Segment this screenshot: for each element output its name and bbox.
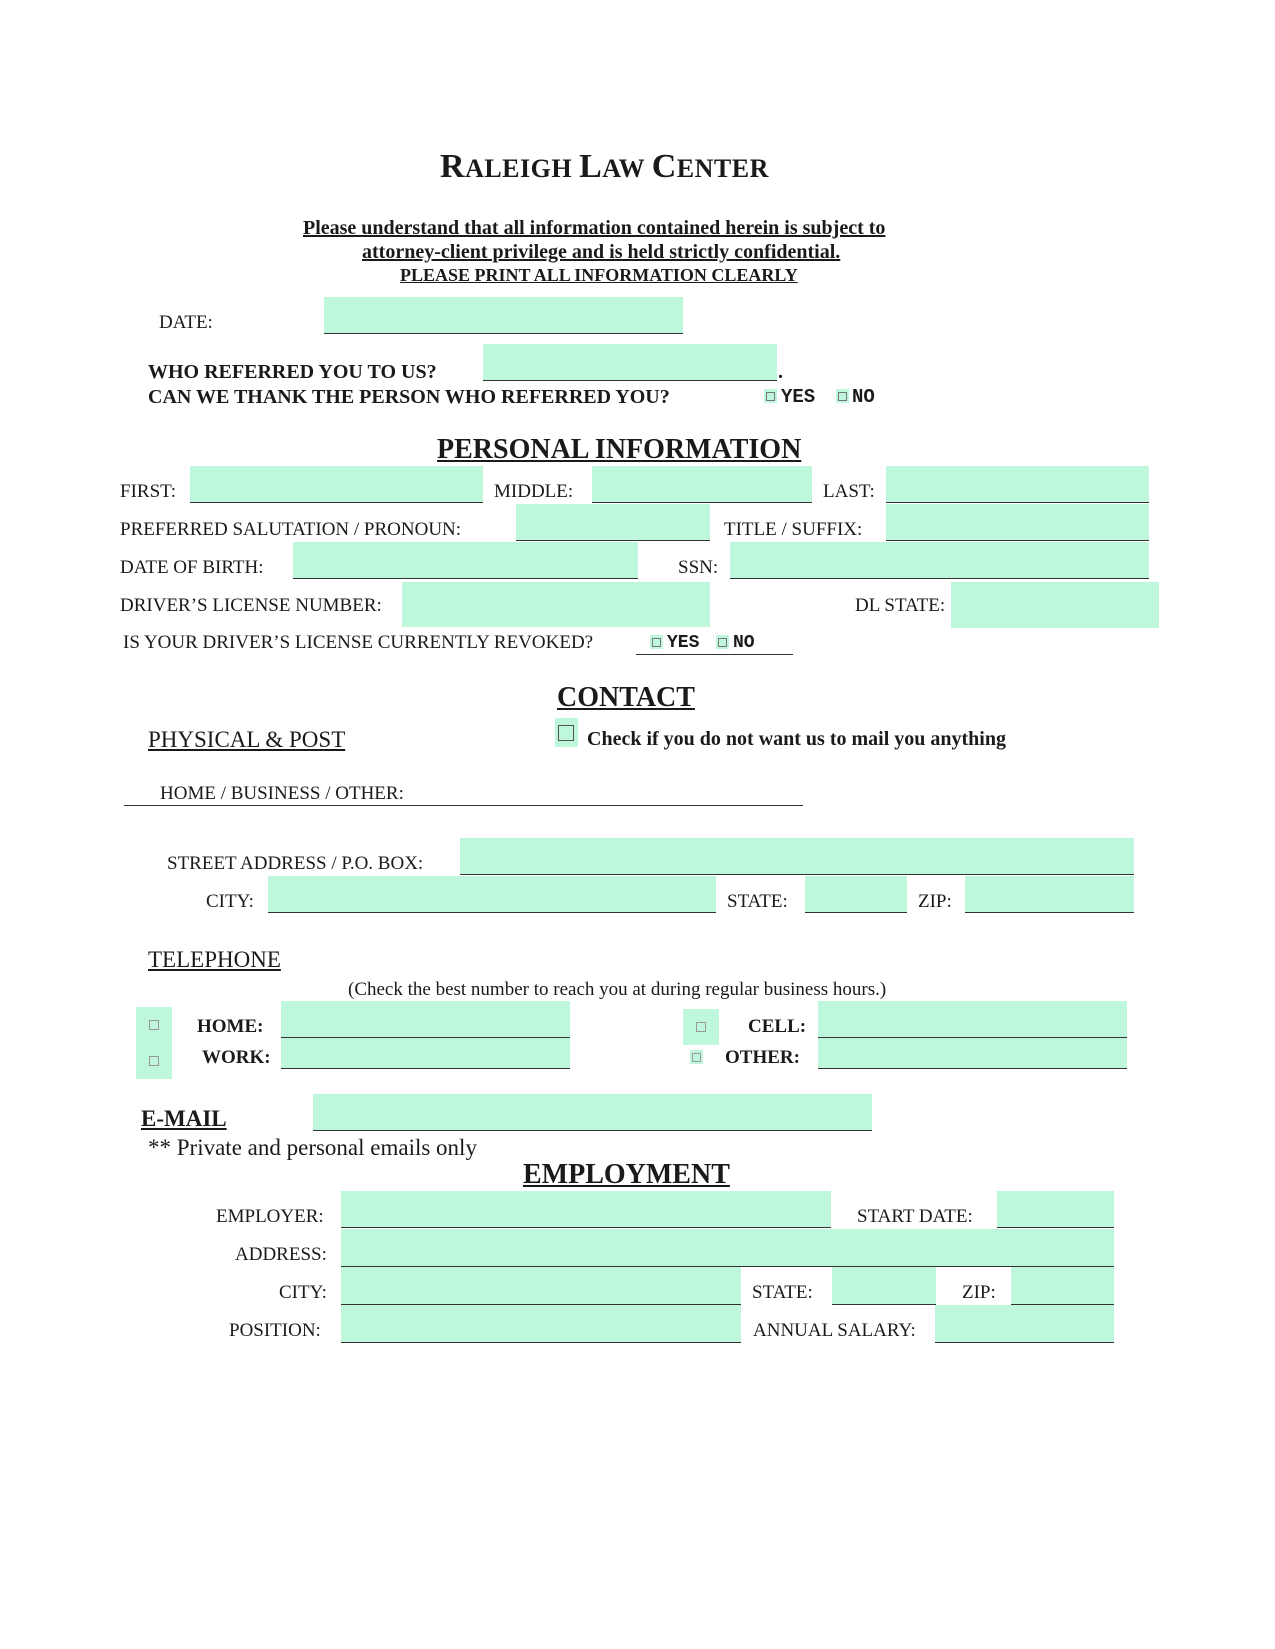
email-heading: E-MAIL xyxy=(141,1106,227,1131)
last-name-label: LAST: xyxy=(823,481,875,502)
cell-phone-label: CELL: xyxy=(748,1016,807,1037)
employer-city-label: CITY: xyxy=(279,1282,327,1303)
employer-field[interactable] xyxy=(341,1191,831,1228)
ssn-field[interactable] xyxy=(730,542,1149,579)
first-name-field[interactable] xyxy=(190,466,483,503)
contact-zip-field[interactable] xyxy=(965,876,1134,913)
street-address-field[interactable] xyxy=(460,838,1134,875)
contact-state-label: STATE: xyxy=(727,891,788,912)
checkbox-square-icon xyxy=(652,638,661,647)
checkbox-square-icon xyxy=(718,638,727,647)
title-initial-r: R xyxy=(440,148,466,185)
start-date-field[interactable] xyxy=(997,1191,1114,1228)
other-phone-checkbox[interactable] xyxy=(690,1050,703,1064)
home-business-other-label: HOME / BUSINESS / OTHER: xyxy=(160,783,404,804)
thank-yes-checkbox[interactable] xyxy=(764,389,777,403)
home-phone-field[interactable] xyxy=(281,1001,570,1038)
dob-field[interactable] xyxy=(293,542,638,579)
thank-referrer-label: CAN WE THANK THE PERSON WHO REFERRED YOU? xyxy=(148,386,670,408)
title-suffix-field[interactable] xyxy=(886,504,1149,541)
employer-address-label: ADDRESS: xyxy=(235,1244,327,1265)
dl-number-label: DRIVER’S LICENSE NUMBER: xyxy=(120,595,382,616)
first-name-label: FIRST: xyxy=(120,481,177,502)
employment-heading: EMPLOYMENT xyxy=(523,1159,730,1190)
checkbox-square-icon xyxy=(696,1022,706,1032)
checkbox-square-icon xyxy=(838,392,847,401)
checkbox-square-icon xyxy=(692,1053,701,1062)
telephone-subheading: TELEPHONE xyxy=(148,947,281,972)
start-date-label: START DATE: xyxy=(857,1206,973,1227)
employer-zip-label: ZIP: xyxy=(962,1282,996,1303)
last-name-field[interactable] xyxy=(886,466,1149,503)
email-note: ** Private and personal emails only xyxy=(148,1135,477,1160)
thank-no-label: NO xyxy=(852,386,875,408)
contact-zip-label: ZIP: xyxy=(918,891,952,912)
referred-label: WHO REFERRED YOU TO US? xyxy=(148,361,437,383)
title-rest-raleigh: ALEIGH xyxy=(465,154,580,183)
revoked-no-label: NO xyxy=(733,633,755,653)
title-rest-law: AW xyxy=(602,154,652,183)
checkbox-square-icon xyxy=(149,1056,159,1066)
revoked-answer-line xyxy=(636,654,793,655)
work-phone-label: WORK: xyxy=(202,1047,271,1068)
work-phone-checkbox[interactable] xyxy=(136,1043,172,1079)
home-business-other-line xyxy=(124,805,803,806)
title-rest-center: ENTER xyxy=(676,154,769,183)
revoked-no-checkbox[interactable] xyxy=(716,635,729,649)
dl-number-field[interactable] xyxy=(402,582,710,627)
salutation-field[interactable] xyxy=(516,504,710,541)
no-mail-checkbox[interactable] xyxy=(555,718,578,747)
dl-state-label: DL STATE: xyxy=(855,595,946,616)
employer-city-field[interactable] xyxy=(341,1267,741,1305)
middle-name-field[interactable] xyxy=(592,466,812,503)
checkbox-square-icon xyxy=(149,1020,159,1030)
referred-period: . xyxy=(778,361,783,383)
annual-salary-field[interactable] xyxy=(935,1305,1114,1343)
contact-state-field[interactable] xyxy=(805,876,907,913)
form-title xyxy=(440,150,769,184)
home-phone-label: HOME: xyxy=(197,1016,264,1037)
contact-city-field[interactable] xyxy=(268,876,716,913)
telephone-note: (Check the best number to reach you at during regular business hours.) xyxy=(348,979,887,1000)
date-label: DATE: xyxy=(159,312,213,333)
home-phone-checkbox[interactable] xyxy=(136,1007,172,1043)
revoked-yes-checkbox[interactable] xyxy=(650,635,663,649)
cell-phone-field[interactable] xyxy=(818,1001,1127,1038)
thank-yes-label: YES xyxy=(781,386,816,408)
contact-city-label: CITY: xyxy=(206,891,254,912)
print-clearly-notice: PLEASE PRINT ALL INFORMATION CLEARLY xyxy=(400,265,798,285)
employer-state-field[interactable] xyxy=(832,1267,936,1305)
position-field[interactable] xyxy=(341,1305,741,1343)
no-mail-label: Check if you do not want us to mail you anything xyxy=(587,728,1006,750)
physical-post-subheading: PHYSICAL & POST xyxy=(148,727,346,752)
work-phone-field[interactable] xyxy=(281,1038,570,1069)
dob-label: DATE OF BIRTH: xyxy=(120,557,264,578)
confidential-notice-line1: Please understand that all information contained herein is subject to xyxy=(303,217,886,239)
revoked-label: IS YOUR DRIVER’S LICENSE CURRENTLY REVOKED? xyxy=(123,632,594,653)
contact-heading: CONTACT xyxy=(557,682,695,713)
other-phone-field[interactable] xyxy=(818,1038,1127,1069)
title-suffix-label: TITLE / SUFFIX: xyxy=(724,519,863,540)
revoked-yes-label: YES xyxy=(667,633,700,653)
ssn-label: SSN: xyxy=(678,557,719,578)
employer-zip-field[interactable] xyxy=(1011,1267,1114,1305)
personal-info-heading: PERSONAL INFORMATION xyxy=(437,434,802,465)
employer-label: EMPLOYER: xyxy=(216,1206,324,1227)
street-address-label: STREET ADDRESS / P.O. BOX: xyxy=(167,853,424,874)
checkbox-square-icon xyxy=(766,392,775,401)
checkbox-square-icon xyxy=(558,725,574,741)
employer-address-field[interactable] xyxy=(341,1229,1114,1267)
employer-state-label: STATE: xyxy=(752,1282,813,1303)
referred-by-field[interactable] xyxy=(483,344,777,381)
cell-phone-checkbox[interactable] xyxy=(683,1009,719,1045)
date-field[interactable] xyxy=(324,297,683,334)
dl-state-field[interactable] xyxy=(951,582,1159,628)
middle-name-label: MIDDLE: xyxy=(494,481,574,502)
other-phone-label: OTHER: xyxy=(725,1047,800,1068)
position-label: POSITION: xyxy=(229,1320,321,1341)
title-initial-l: L xyxy=(579,148,603,185)
confidential-notice-line2: attorney-client privilege and is held strictly confidential. xyxy=(362,241,841,263)
annual-salary-label: ANNUAL SALARY: xyxy=(753,1320,916,1341)
thank-no-checkbox[interactable] xyxy=(836,389,849,403)
email-field[interactable] xyxy=(313,1094,872,1131)
title-initial-c: C xyxy=(651,148,677,185)
salutation-label: PREFERRED SALUTATION / PRONOUN: xyxy=(120,519,462,540)
